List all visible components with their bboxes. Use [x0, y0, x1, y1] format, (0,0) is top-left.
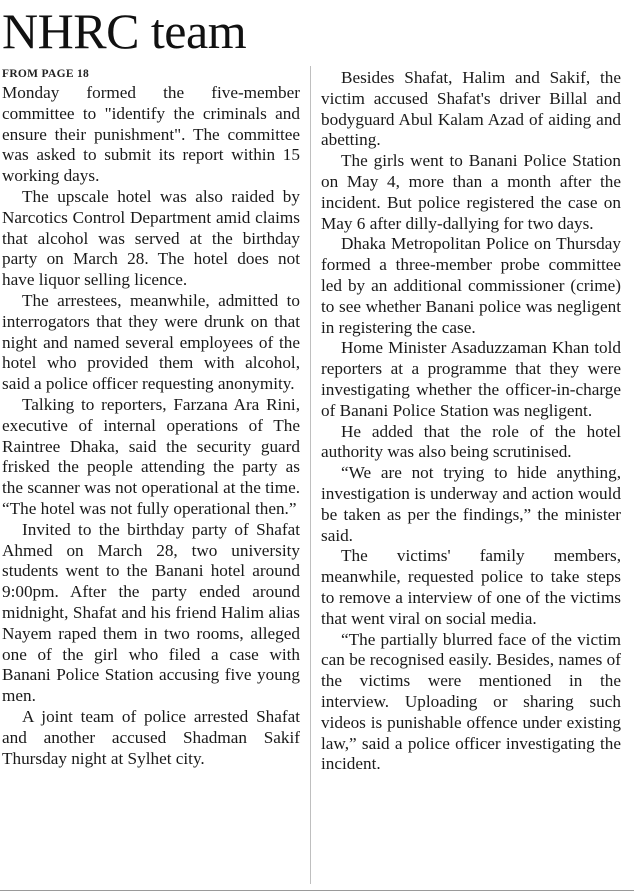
jump-label: FROM PAGE 18: [2, 68, 90, 80]
paragraph: Dhaka Metropolitan Police on Thursday formed a three-member probe committee led by an additional commissioner (crime) to see whether Banani police was negligent in registering the case.: [321, 234, 621, 337]
paragraph: Invited to the birthday party of Shafat Ahmed on March 28, two university students went to the Banani hotel around 9:00pm. After the party ended around midnight, Shafat and his friend Halim alias Nayem raped them in two rooms, alleged one of the girl who filed a case with Banani Police Station accusing five young men.: [2, 519, 300, 706]
paragraph: The victims' family members, meanwhile, requested police to take steps to remove a interview of one of the victims that went viral on social media.: [321, 546, 621, 628]
headline: NHRC team: [2, 3, 247, 59]
paragraph: The upscale hotel was also raided by Narcotics Control Department amid claims that alcohol was served at the birthday party on March 28. The hotel does not have liquor selling licence.: [2, 186, 300, 290]
paragraph: “The partially blurred face of the victim can be recognised easily. Besides, names of the victims were mentioned in the interview. Uploading or sharing such videos is punishable offence under existing law,” said a police officer investigating the incident.: [321, 629, 621, 774]
column-divider: [310, 66, 311, 884]
paragraph: Home Minister Asaduzzaman Khan told reporters at a programme that they were investigating whether the officer-in-charge of Banani Police Station was negligent.: [321, 338, 621, 420]
paragraph: The arrestees, meanwhile, admitted to interrogators that they were drunk on that night and named several employees of the hotel who provided them with alcohol, said a police officer requesting anonymity.: [2, 290, 300, 394]
paragraph: “We are not trying to hide anything, investigation is underway and action would be taken as per the findings,” the minister said.: [321, 463, 621, 545]
paragraph: Talking to reporters, Farzana Ara Rini, executive of internal operations of The Raintree Dhaka, said the security guard frisked the people attending the party as the scanner was not operational at the time. “The hotel was not fully operational then.”: [2, 394, 300, 518]
paragraph: A joint team of police arrested Shafat and another accused Shadman Sakif Thursday night at Sylhet city.: [2, 706, 300, 768]
article-column-right: [321, 68, 621, 775]
paragraph: Monday formed the five-member committee to "identify the criminals and ensure their punishment". The committee was asked to submit its report within 15 working days.: [2, 83, 300, 186]
paragraph: Besides Shafat, Halim and Sakif, the victim accused Shafat's driver Billal and bodyguard Abul Kalam Azad of aiding and abetting.: [321, 68, 621, 150]
paragraph: The girls went to Banani Police Station on May 4, more than a month after the incident. But police registered the case on May 6 after dilly-dallying for two days.: [321, 151, 621, 233]
article-column-left: [2, 66, 300, 769]
bottom-rule: [0, 890, 634, 891]
paragraph: He added that the role of the hotel authority was also being scrutinised.: [321, 421, 621, 462]
